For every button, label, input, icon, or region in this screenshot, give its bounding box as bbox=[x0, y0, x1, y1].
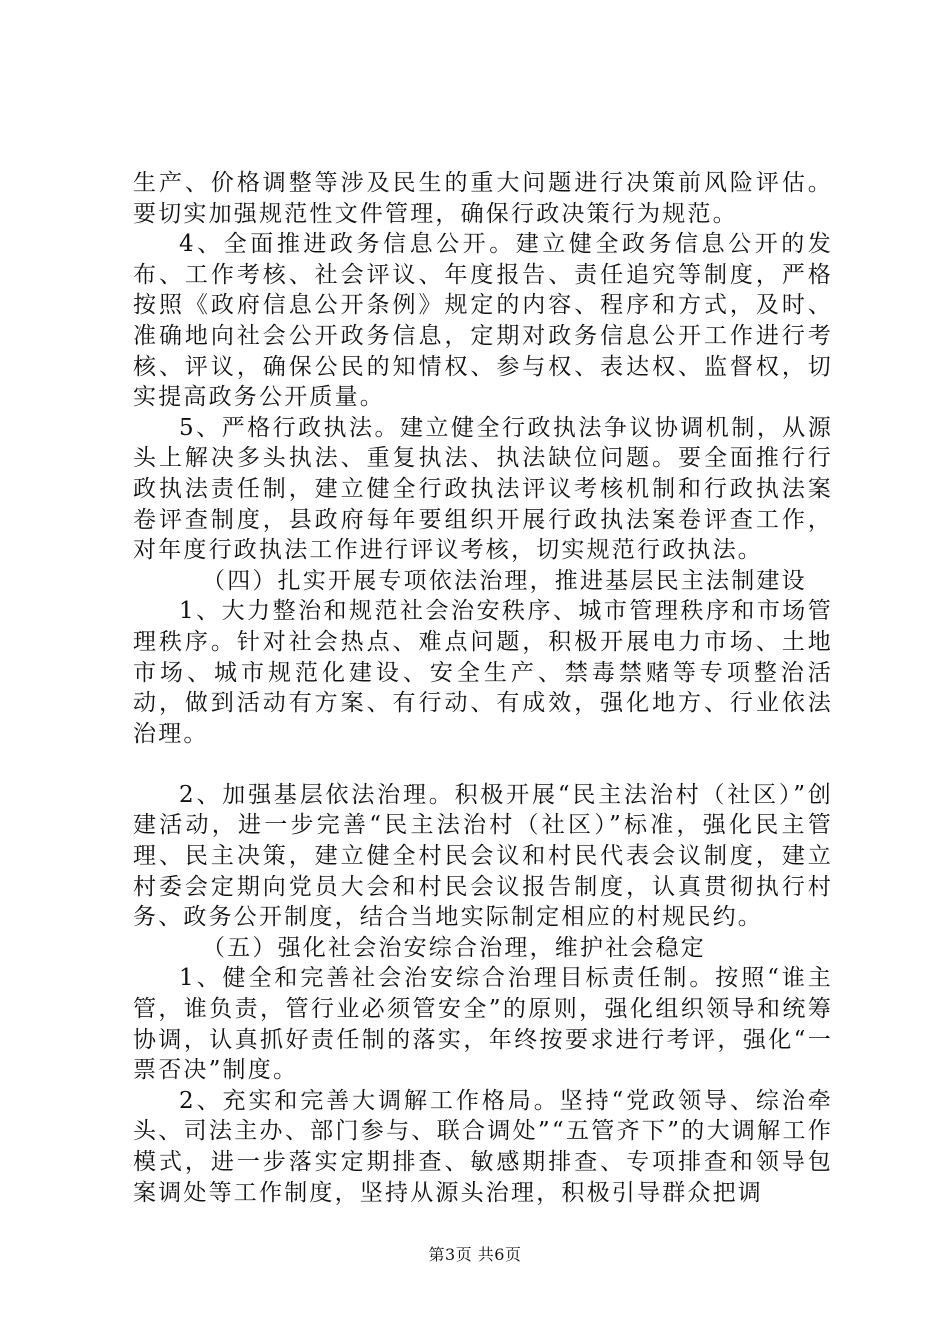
document-body bbox=[133, 168, 833, 1208]
paragraph-item-1-responsibility: 1、健全和完善社会治安综合治理目标责任制。按照“谁主管，谁负责，管行业必须管安全”的原则，强化组织领导和统筹协调，认真抓好责任制的落实，年终按要求进行考评，强化“一票否决”制度。 bbox=[133, 965, 833, 1084]
section-heading-5: （五）强化社会治安综合治理，维护社会稳定 bbox=[202, 934, 706, 961]
paragraph-risk-assessment: 生产、价格调整等涉及民生的重大问题进行决策前风险评估。要切实加强规范性文件管理，确保行政决策行为规范。 bbox=[133, 170, 833, 227]
paragraph-item-4-gov-info: 4、全面推进政务信息公开。建立健全政务信息公开的发布、工作考核、社会评议、年度报告、责任追究等制度，严格按照《政府信息公开条例》规定的内容、程序和方式，及时、准确地向社会公开政务信息，定期对政务信息公开工作进行考核、评议，确保公民的知情权、参与权、表达权、监督权，切实提高政务公开质量。 bbox=[133, 231, 833, 411]
paragraph-item-5-law-enforcement: 5、严格行政执法。建立健全行政执法争议协调机制，从源头上解决多头执法、重复执法、执法缺位问题。要全面推行行政执法责任制，建立健全行政执法评议考核机制和行政执法案卷评查制度，县政府每年要组织开展行政执法案卷评查工作，对年度行政执法工作进行评议考核，切实规范行政执法。 bbox=[133, 414, 833, 564]
paragraph-item-1-order: 1、大力整治和规范社会治安秩序、城市管理秩序和市场管理秩序。针对社会热点、难点问题，积极开展电力市场、土地市场、城市规范化建设、安全生产、禁毒禁赌等专项整治活动，做到活动有方案、有行动、有成效，强化地方、行业依法治理。 bbox=[133, 598, 833, 747]
paragraph-item-2-mediation: 2、充实和完善大调解工作格局。坚持“党政领导、综治牵头、司法主办、部门参与、联合调处”“五管齐下”的大调解工作模式，进一步落实定期排查、敏感期排查、专项排查和领导包案调处等工作制度，坚持从源头治理，积极引导群众把调 bbox=[133, 1087, 833, 1206]
blank-line bbox=[133, 749, 833, 780]
paragraph-item-2-grassroots: 2、加强基层依法治理。积极开展“民主法治村（社区）”创建活动，进一步完善“民主法治村（社区）”标准，强化民主管理、民主决策，建立健全村民会议和村民代表会议制度，建立村委会定期向党员大会和村民会议报告制度，认真贯彻执行村务、政务公开制度，结合当地实际制定相应的村规民约。 bbox=[133, 781, 833, 931]
section-heading-4: （四）扎实开展专项依法治理，推进基层民主法制建设 bbox=[202, 567, 807, 594]
page-footer: 第3页 共6页 bbox=[428, 1245, 522, 1264]
